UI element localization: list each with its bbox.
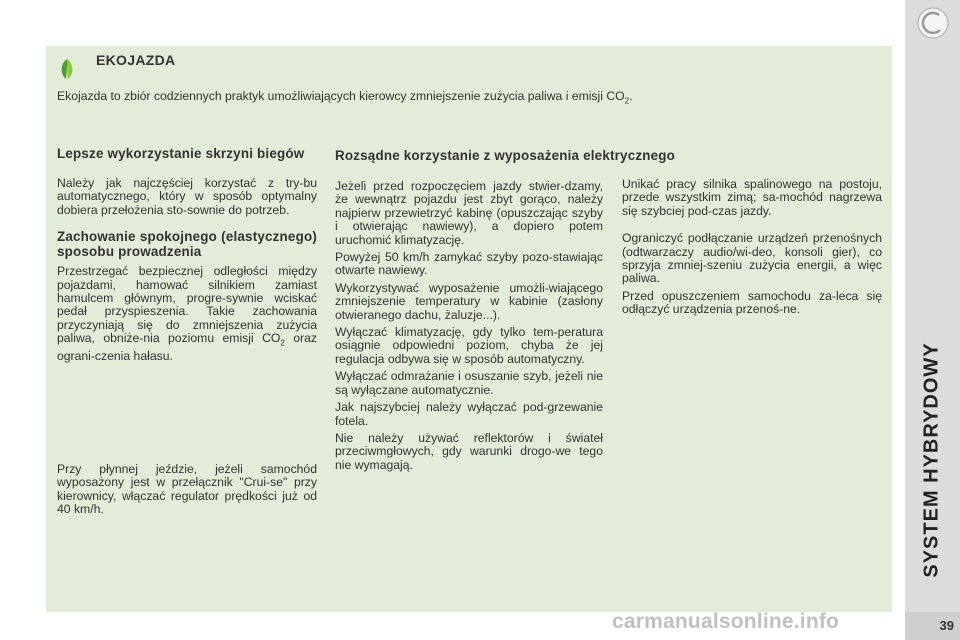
paragraph-equipment: Wykorzystywać wyposażenie umożli-wiającego zmniejszenie temperatury w kabinie (zasłony otwieranego dachu, żaluzje...). xyxy=(335,280,603,322)
column-1-bottom xyxy=(57,463,317,517)
paragraph-seat-heating: Jak najszybciej należy wyłączać pod-grzewanie fotela. xyxy=(335,400,603,428)
column-3 xyxy=(622,178,882,317)
eco-leaf-icon xyxy=(56,58,78,80)
heading-electrical: Rozsądne korzystanie z wyposażenia elektrycznego xyxy=(335,148,676,163)
chapter-badge-icon xyxy=(916,6,950,40)
paragraph-ac: Wyłączać klimatyzację, gdy tylko tem-peratura osiągnie odpowiedni poziom, chyba że jej regulacja odbywa się w sposób automatyczny. xyxy=(335,325,603,366)
paragraph-idling: Unikać pracy silnika spalinowego na postoju, przede wszystkim zimą; sa-mochód nagrzewa się szybciej pod-czas jazdy. xyxy=(622,177,882,218)
column-1 xyxy=(57,146,317,364)
heading-driving-style: Zachowanie spokojnego (elastycznego) sposobu prowadzenia xyxy=(57,229,317,260)
paragraph-driving-style: Przestrzegać bezpiecznej odległości między pojazdami, hamować silnikiem zamiast hamulcem głównym, progre-sywnie wciskać pedał przyspieszenia. Takie zachowania przyczyniają się do zmniejszenia zużycia paliwa, obniże-nia poziomu emisji $CO_2$ oraz ograni-czenia hałasu. xyxy=(57,264,317,364)
page-number: 39 xyxy=(905,612,960,640)
column-2 xyxy=(335,148,676,472)
paragraph-windows: Powyżej 50 km/h zamykać szyby pozo-stawiając otwarte nawiewy. xyxy=(335,250,603,278)
paragraph-defrost: Wyłączać odmrażanie i osuszanie szyb, jeżeli nie są wyłączane automatycznie. xyxy=(335,369,603,397)
heading-gearbox: Lepsze wykorzystanie skrzyni biegów xyxy=(57,146,305,161)
intro-text: Ekojazda to zbiór codziennych praktyk umożliwiających kierowcy zmniejszenie zużycia paliwa i emisji $CO_2$. xyxy=(57,89,633,106)
paragraph-lights: Nie należy używać reflektorów i świateł przeciwmgłowych, gdy warunki drogo-we tego nie wymagają. xyxy=(335,430,603,472)
paragraph-gearbox: Należy jak najczęściej korzystać z try-bu automatycznego, który w sposób optymalny dobiera przełożenia sto-sownie do potrzeb. xyxy=(57,176,317,217)
paragraph-cruise: Przy płynnej jeździe, jeżeli samochód wyposażony jest w przełącznik "Crui-se" przy kierownicy, włączać regulator prędkości już od 40 km/h. xyxy=(57,462,317,517)
paragraph-ventilation: Jeżeli przed rozpoczęciem jazdy stwier-dzamy, że wewnątrz pojazdu jest zbyt gorąco, należy najpierw przewietrzyć kabinę (opuszczając szyby i otwierając nawiewy), a dopiero potem uruchomić klimatyzację. xyxy=(335,179,603,247)
watermark-text: carmanualsonline.info xyxy=(612,610,840,633)
section-title: EKOJAZDA xyxy=(96,52,176,68)
sidebar-chapter-title: SYSTEM HYBRYDOWY xyxy=(920,342,943,578)
paragraph-devices: Ograniczyć podłączanie urządzeń przenośnych (odtwarzaczy audio/wi-deo, konsoli gier), co sprzyja zmniej-szeniu zużycia energii, a więc paliwa. xyxy=(622,231,882,286)
paragraph-unplug: Przed opuszczeniem samochodu za-leca się odłączyć urządzenia przenoś-ne. xyxy=(622,288,882,317)
